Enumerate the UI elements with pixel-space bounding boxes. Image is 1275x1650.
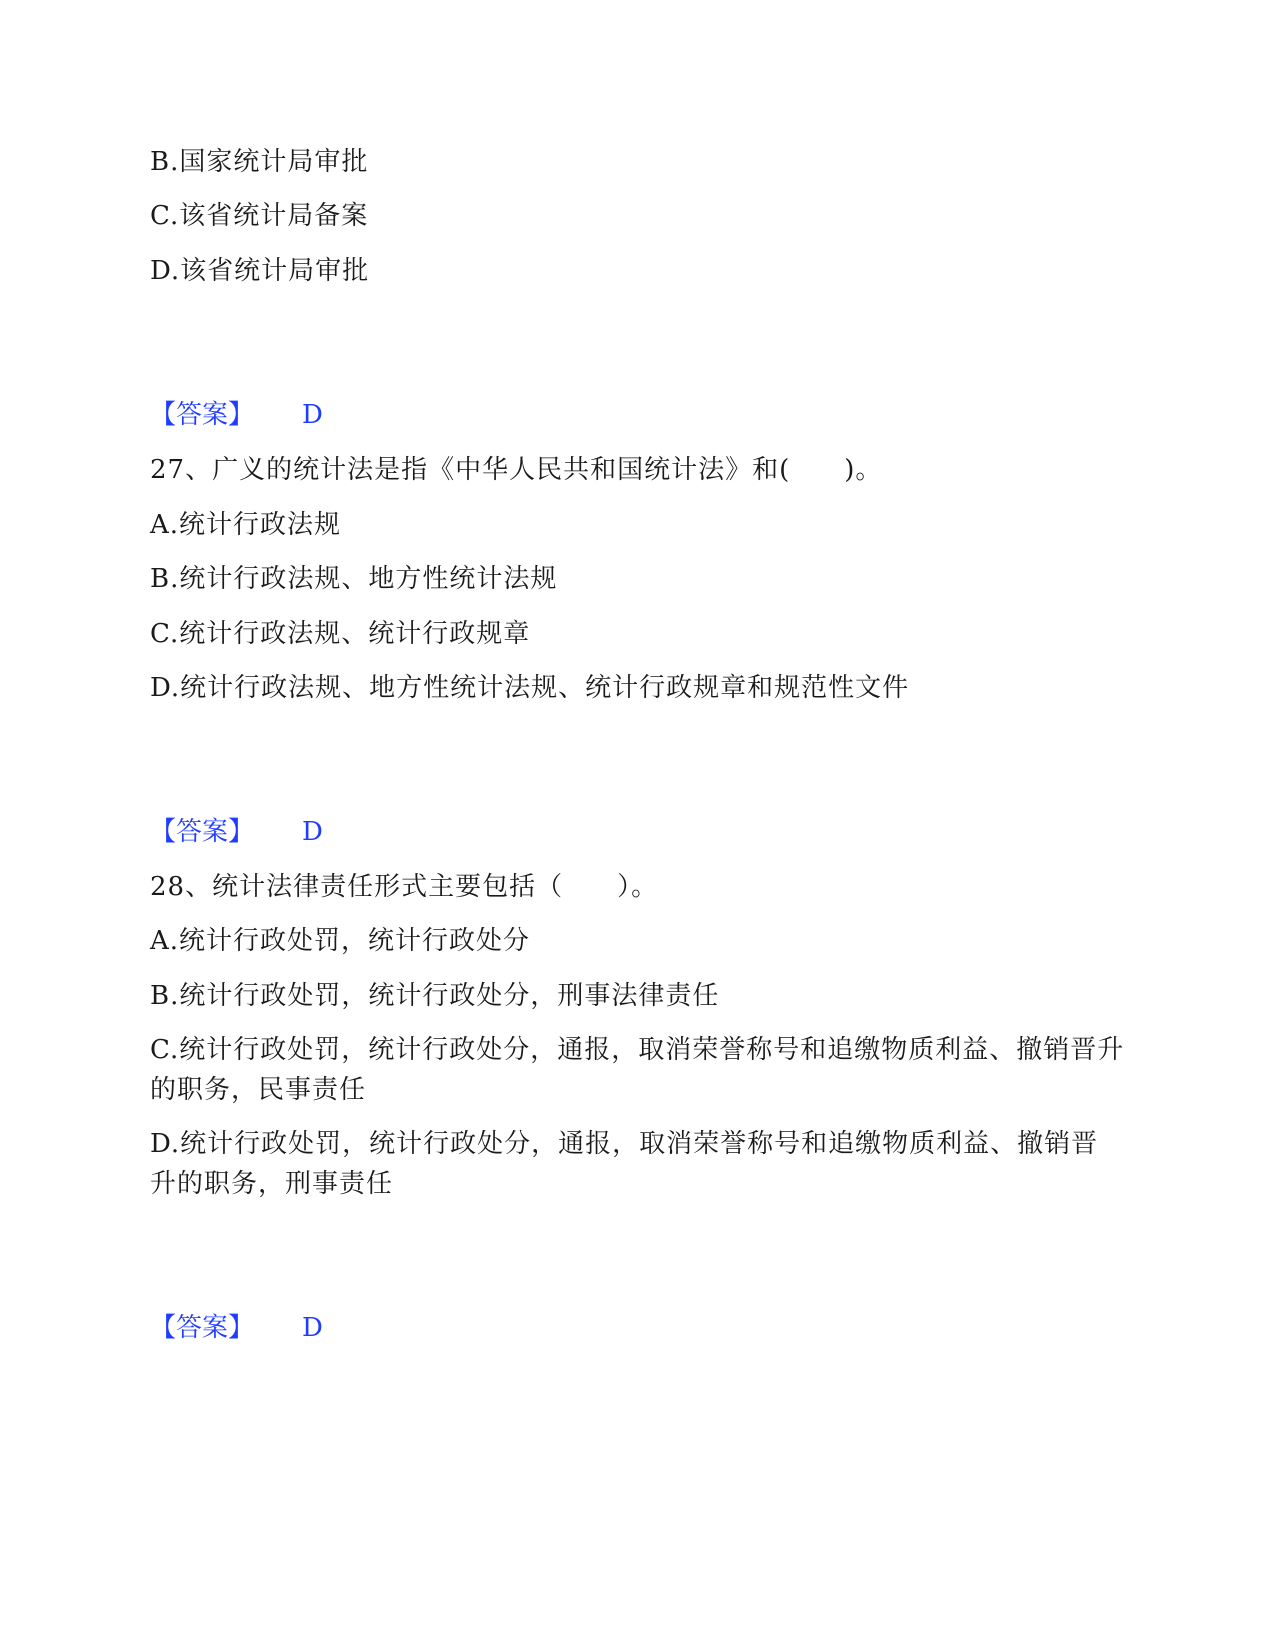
answer-label: 【答案】	[150, 1313, 255, 1343]
answer-value: D	[302, 1313, 323, 1343]
q26-answer	[150, 398, 323, 432]
q28-option-b: B.统计行政处罚，统计行政处分，刑事法律责任	[150, 981, 720, 1011]
q26-option-b: B.国家统计局审批	[150, 147, 369, 177]
q28-option-a: A.统计行政处罚，统计行政处分	[150, 926, 531, 956]
q28-option-d: D.统计行政处罚，统计行政处分，通报，取消荣誉称号和追缴物质利益、撤销晋升的职务，刑事责任	[150, 1129, 1099, 1199]
q27-option-d: D.统计行政法规、地方性统计法规、统计行政规章和规范性文件	[150, 673, 910, 703]
q27-option-a: A.统计行政法规	[150, 510, 342, 540]
q28-option-c: C.统计行政处罚，统计行政处分，通报，取消荣誉称号和追缴物质利益、撤销晋升的职务，民事责任	[150, 1035, 1125, 1105]
answer-value: D	[302, 400, 323, 430]
answer-label: 【答案】	[150, 817, 255, 847]
answer-label: 【答案】	[150, 400, 255, 430]
q28-stem: 28、统计法律责任形式主要包括（ ）。	[150, 872, 659, 902]
q27-stem: 27、广义的统计法是指《中华人民共和国统计法》和( )。	[150, 455, 883, 485]
q27-option-b: B.统计行政法规、地方性统计法规	[150, 564, 558, 594]
answer-value: D	[302, 817, 323, 847]
q26-option-d: D.该省统计局审批	[150, 256, 370, 286]
q27-option-c: C.统计行政法规、统计行政规章	[150, 619, 531, 649]
q28-answer	[150, 1311, 323, 1345]
q26-option-c: C.该省统计局备案	[150, 201, 369, 231]
q27-answer	[150, 815, 323, 849]
